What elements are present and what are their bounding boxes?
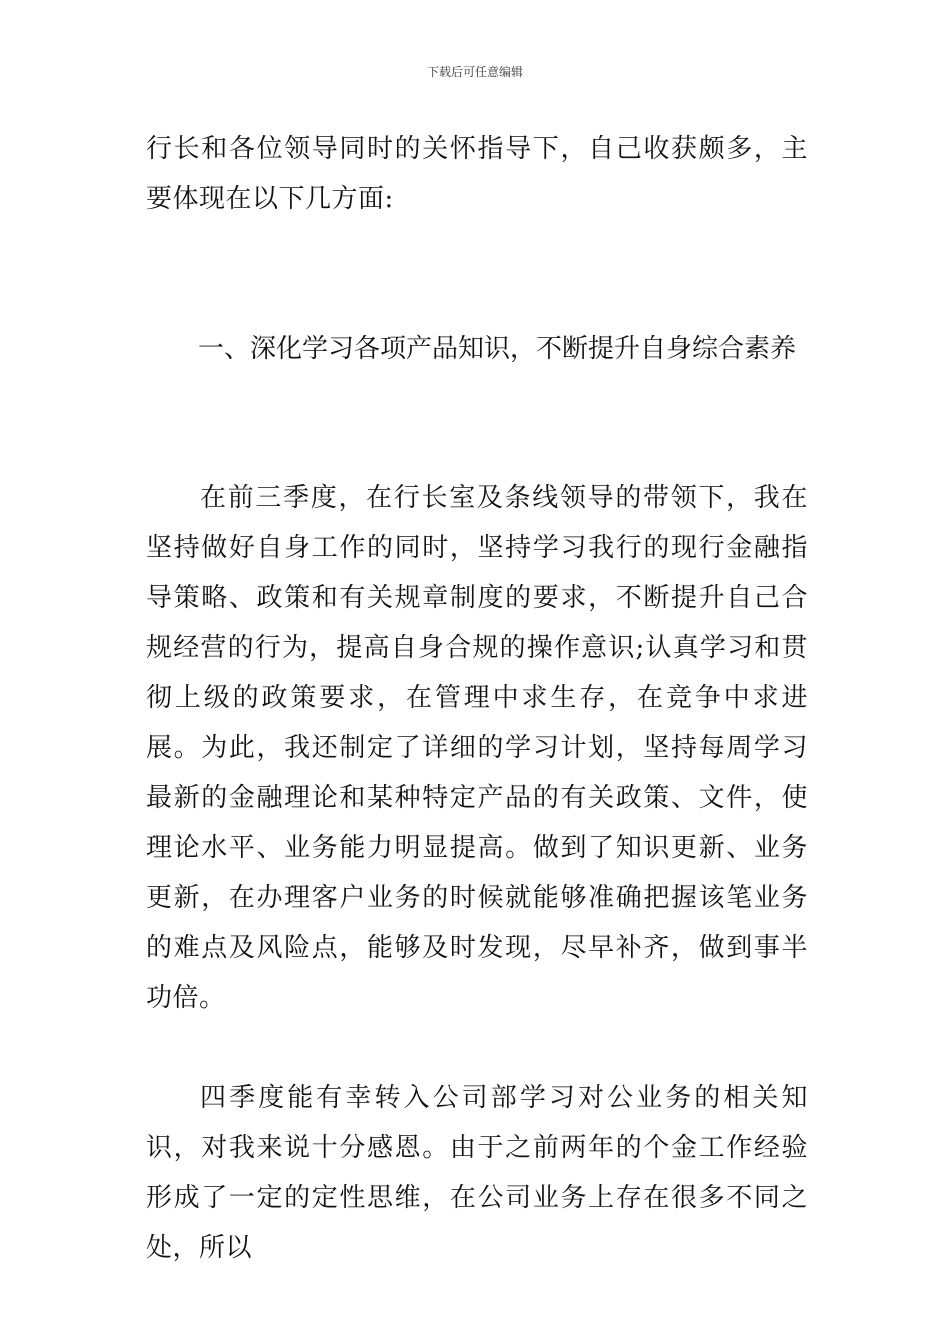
page-header: 下载后可任意编辑 [426, 65, 523, 79]
intro-paragraph: 行长和各位领导同时的关怀指导下，自己收获颇多，主要体现在以下几方面: [146, 134, 808, 214]
section-heading: 一、深化学习各项产品知识，不断提升自身综合素养 [198, 334, 797, 364]
body-paragraph-1: 在前三季度，在行长室及条线领导的带领下，我在坚持做好自身工作的同时，坚持学习我行的现行金融指导策略、政策和有关规章制度的要求，不断提升自己合规经营的行为，提高自身合规的操作意识;认真学习和贯彻上级的政策要求，在管理中求生存，在竞争中求进展。为此，我还制定了详细的学习计划，坚持每周学习最新的金融理论和某种特定产品的有关政策、文件，使理论水平、业务能力明显提高。做到了知识更新、业务更新，在办理客户业务的时候就能够准确把握该笔业务的难点及风险点，能够及时发现，尽早补齐，做到事半功倍。 [146, 483, 808, 1013]
body-paragraph-2: 四季度能有幸转入公司部学习对公业务的相关知识，对我来说十分感恩。由于之前两年的个金工作经验形成了一定的定性思维，在公司业务上存在很多不同之处，所以 [146, 1083, 808, 1263]
